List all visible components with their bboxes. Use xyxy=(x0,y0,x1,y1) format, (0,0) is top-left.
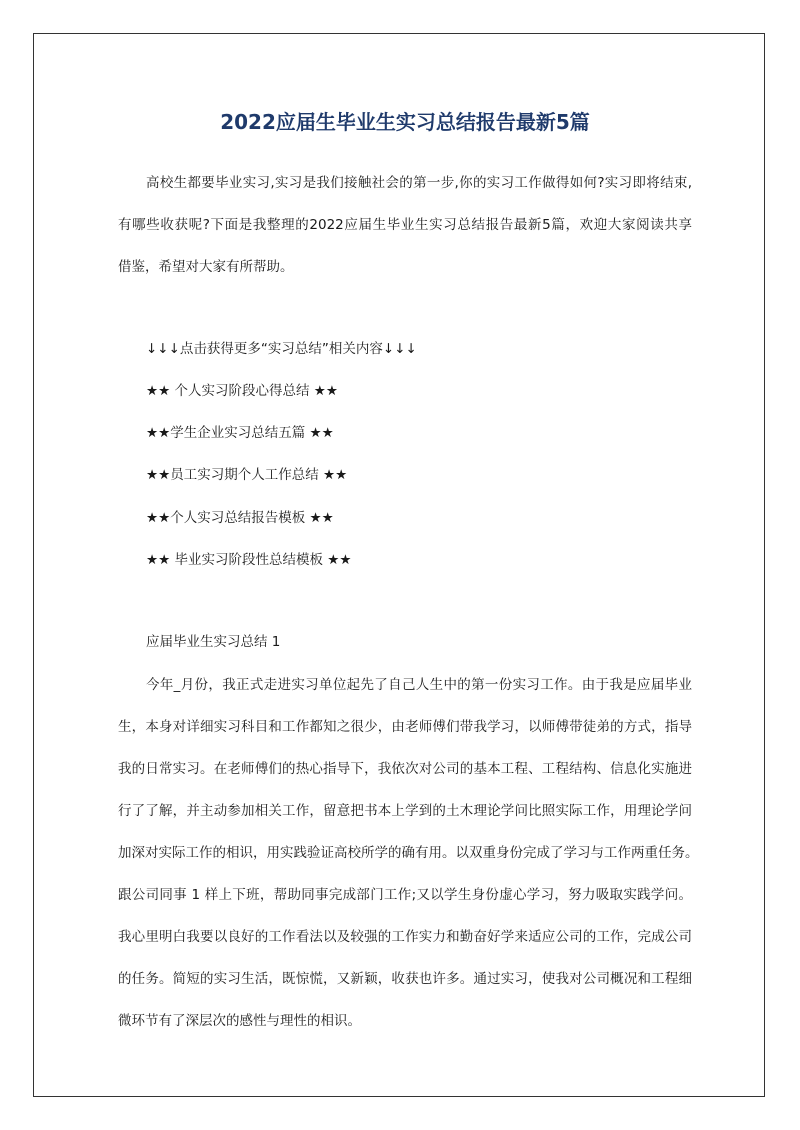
section-heading: 应届毕业生实习总结 1 xyxy=(146,634,281,650)
related-link-item[interactable]: ★★学生企业实习总结五篇 ★★ xyxy=(146,425,334,441)
section-line: 加深对实际工作的相识，用实践验证高校所学的确有用。以双重身份完成了学习与工作两重任务。 xyxy=(118,845,699,861)
section-line: 跟公司同事 1 样上下班，帮助同事完成部门工作;又以学生身份虚心学习，努力吸取实践学问。 xyxy=(118,887,692,903)
section-line: 的任务。简短的实习生活，既惊慌，又新颖，收获也许多。通过实习，使我对公司概况和工程细 xyxy=(118,971,692,987)
related-links-header: ↓↓↓点击获得更多“实习总结”相关内容↓↓↓ xyxy=(146,341,417,357)
section-line: 行了了解，并主动参加相关工作，留意把书本上学到的土木理论学问比照实际工作，用理论学问 xyxy=(118,803,692,819)
related-link-item[interactable]: ★★员工实习期个人工作总结 ★★ xyxy=(146,467,348,483)
section-paragraph xyxy=(118,664,699,1042)
section-line: 我心里明白我要以良好的工作看法以及较强的工作实力和勤奋好学来适应公司的工作，完成公司 xyxy=(118,929,692,945)
document-title: 2022应届生毕业生实习总结报告最新5篇 xyxy=(220,110,590,134)
section-line: 生，本身对详细实习科目和工作都知之很少，由老师傅们带我学习，以师傅带徒弟的方式，指导 xyxy=(118,719,692,735)
related-link-item[interactable]: ★★ 毕业实习阶段性总结模板 ★★ xyxy=(146,552,352,568)
related-link-item[interactable]: ★★ 个人实习阶段心得总结 ★★ xyxy=(146,383,338,399)
related-link-item[interactable]: ★★个人实习总结报告模板 ★★ xyxy=(146,510,334,526)
section-line: 我的日常实习。在老师傅们的热心指导下，我依次对公司的基本工程、工程结构、信息化实施进 xyxy=(118,761,692,777)
intro-line: 有哪些收获呢?下面是我整理的2022应届生毕业生实习总结报告最新5篇，欢迎大家阅读共享 xyxy=(118,217,692,233)
intro-line: 高校生都要毕业实习,实习是我们接触社会的第一步,你的实习工作做得如何?实习即将结束, xyxy=(146,175,692,191)
intro-line: 借鉴，希望对大家有所帮助。 xyxy=(118,259,294,275)
section-line: 微环节有了深层次的感性与理性的相识。 xyxy=(118,1013,361,1029)
intro-paragraph xyxy=(118,162,692,288)
section-line: 今年_月份，我正式走进实习单位起先了自己人生中的第一份实习工作。由于我是应届毕业 xyxy=(146,677,692,693)
